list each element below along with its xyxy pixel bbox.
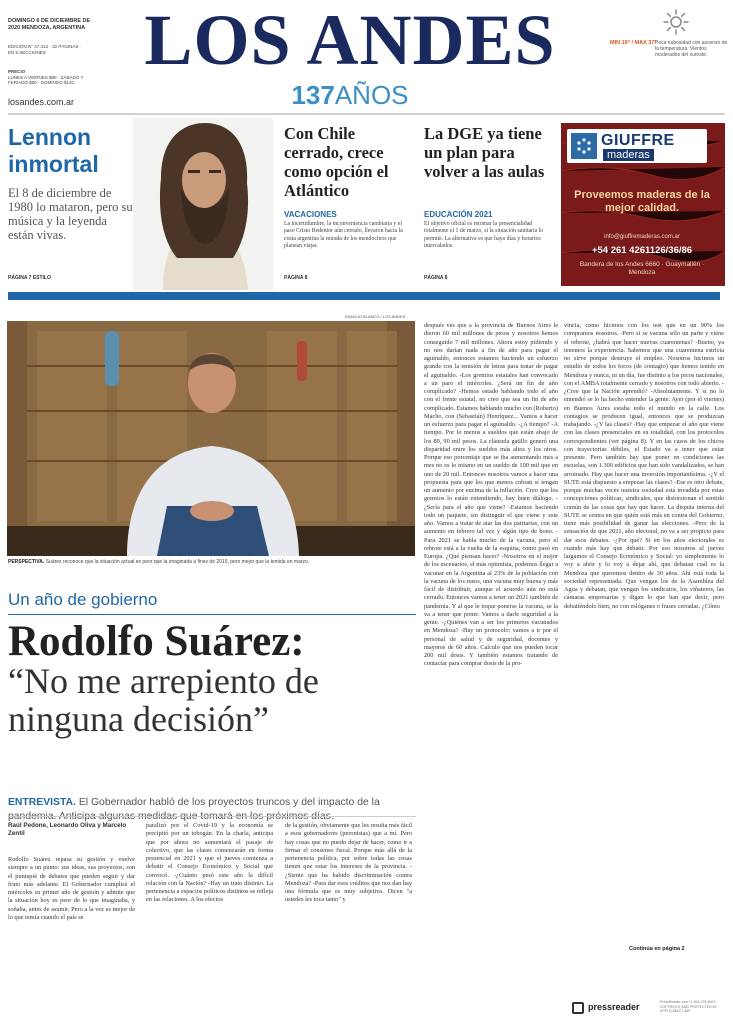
photo-credit: IGNACIO BLANCO / LOS ANDES (345, 314, 406, 319)
anniversary-number: 137 (291, 80, 335, 110)
prices (8, 69, 88, 86)
article-column-4: después ves que a la provincia de Buenos Aires le dieron 60 mil millones de pesos y nosotros hemos conseguido 7 mil millones. Ahora estoy pidiendo y no nos darían nada a fin de año para pagar el aguinaldo, entonces estamos haciendo un esfuerzo grande con la emisión de letras para tratar de pagar el aguinaldo. -Los gremios estatales han convocado a un paro el miércoles. ¿Será un fin de año complicado? -Hemos estado hablando todo el año con el frente estatal, no creo que sea un fin de año complicado. Estamos hablando mucho con (Roberto) Macho, con (Sebastián) Henríquez... Vamos a hacer un esfuerzo para pagar el aguinaldo. -¿A tiempo? -A tiempo. Por lo menos a sueldos que están abajo de los 80, 90 mil pesos. La cláusula gatillo generó una disparidad entre los sueldos más altos y los otros. Porque eso porcentaje que se iba aumentando mes a mes no es lo mismo en un sueldo de 100 mil que en uno de 20 mil. Entonces nosotros vamos a hacer una propuesta para que los que menos cobran sí tengan un aumento por encima de la inflación. Creo que los gremios lo están entendiendo, hay buen diálogo. -¿Sería para el año que viene? -Estamos haciendo todo un paquete, sin distinguir el que viene y este año. Vamos a tratar de atar las dos paritarias, con un aumento en febrero tal vez y algún tipo de bono. -Para 2021 se habla mucho de la vacuna, pero el rebrote está a la vuelta de la esquina, como pasó en Europa. ¿Qué piensan hacer? -Nosotros en el mejor de los escenarios, el más optimista, podemos llegar a vacunar en la Argentina al 23% de la población con la vacuna de los rusos, una vacuna muy buena y más fácil de distribuir, aunque el acuerdo aún no está cerrado. Entonces vamos a tener un 2021 también de pandemia. Y al que le toque ponerse la vacuna, se la va a tener que poner. Vamos a darle seguridad a la gente. -¿Quiénes van a ser los primeros vacunados en Mendoza? -Hay un protocolo: vamos a ir por el personal de salud y de seguridad, docentes y mayores de 60 años. Calculo que nos pueden tocar 200 mil dosis. Y también estamos tratando de contactar para comprar dosis de la pro- (424, 322, 558, 668)
lennon-headline[interactable]: Lennon inmortal (8, 124, 99, 177)
lennon-photo (133, 118, 273, 290)
pressreader-badge[interactable] (568, 999, 656, 1017)
pressreader-icon (572, 1002, 584, 1014)
pressreader-label: pressreader (588, 1002, 640, 1012)
lennon-page-ref: PÁGINA 7 ESTILO (8, 275, 51, 281)
chile-section: VACACIONES (284, 210, 337, 219)
deck-label: ENTREVISTA. (8, 797, 76, 808)
newspaper-logo[interactable]: LOS ANDES (144, 0, 556, 80)
deck-text: El Gobernador habló de los proyectos truncos y del impacto de la (78, 797, 380, 808)
dge-body: El objetivo oficial es retomar la presencialidad totalmente el 1 de marzo, si la situación sanitaria lo permite. La alternativa es que haya días y horarios intercalados. (424, 221, 544, 250)
suarez-photo (7, 321, 415, 556)
caption-label: PERSPECTIVA. (8, 559, 45, 565)
dge-headline[interactable]: La DGE ya tiene un plan para volver a las aulas (424, 124, 545, 181)
main-headline[interactable]: Rodolfo Suárez: (8, 618, 305, 665)
section-bar (8, 292, 720, 300)
ad-tagline: Proveemos maderas de la mejor calidad. (574, 189, 710, 214)
giuffre-ad[interactable] (561, 123, 725, 286)
chile-headline[interactable]: Con Chile cerrado, crece como opción el Atlántico (284, 124, 389, 200)
kicker-rule (8, 614, 416, 615)
legal-notice: PressReader.com +1 604 278 4604 · COPYRIGHT AND PROTECTED BY APPLICABLE LAW (660, 1000, 718, 1013)
prices-label: PRECIO (8, 69, 26, 74)
dge-page-ref: PÁGINA 8 (424, 275, 448, 281)
weather-text: Poca nubosidad con ascenso de la temperatura. Vientos moderados del sureste. (655, 40, 728, 58)
caption-text: Suárez reconoce que la situación actual es peor que la imaginada a fines de 2019, pero mejor que la temida en marzo. (45, 559, 310, 565)
ad-sub: maderas (603, 149, 654, 161)
ad-brand: GIUFFRE (601, 132, 675, 149)
edition-info: EDICIÓN N° 47.413 · 32 PÁGINAS · EN 5 SECCIONES (8, 44, 82, 55)
weather-box (610, 40, 730, 58)
ad-address: Bandera de los Andes 6660 · Guaymallén · Mendoza (579, 261, 705, 276)
masthead-divider (8, 113, 725, 115)
date-line: DOMINGO 6 DE DICIEMBRE DE 2020 MENDOZA, ARGENTINA (8, 18, 91, 31)
article-column-3: de la gestión, obviamente que les resulta más fácil a esos gobernadores (peronistas) que a mí. Pero hay cosas que no puedo dejar de hacer, como ir a firmar el consenso fiscal. Porque más allá de la pertenencia política, por sobre todas las cosas tienen que estar los intereses de la provincia. -¿Siente que ha habido discriminación contra Mendoza? -Para dar esos créditos que nos dan hay una fórmula que es muy subjetiva. Dicen "a ustedes les toca tanto" y (285, 822, 412, 904)
article-column-5: vincia, como hicimos con los test que en un 90% los compramos nosotros. -Pero si se vacuna sólo un parte y viene el rebrote, ¿habrá que hacer nuevas cuarentenas? -Bueno, ya tenemos la experiencia. Sabemos que una cuarentena estricta no sirve porque destruye el empleo. Nosotros hicimos un estudio de todos los focos (de contagio) que hemos tenido en Mendoza y nunca, ni un día, fue distinto a los picos nacionales, con el AMBA totalmente cerrado y nosotros con todo abierto. -¿Cree que la Nación aprendió? -Absolutamente. Y si no lo entendió se lo ha hecho entender la gente. Ayer (por el viernes) en Buenos Aires estaba todo el mundo en la calle. Los contagios se producen igual, entonces que se produzcan trabajando. -¿Y las clases? -Hay que empezar el año que viene con las clases presenciales en su totalidad, con los protocolos correspondientes (ver página 8). Y en las casos de los chicos con trayectorias débiles, el Estado va a tener que estar presente. Pero también hay que poner en condiciones las escuelas, son 1.300 edificios que han sido vandalizados, se han arruinado. Hay que hacer una inversión importantísima. -¿Y el SUTE está dispuesto a empezar las clases? -Ese es otro debate, porque muchas veces nuestra sociedad está invadida por estas concepciones políticas, sindicales, que distorsionan el sentido común de las cosas que hay que hacer. La disputa interna del SUTE se centra en que quién está más en contra del Gobierno, tiene más posibilidad de ganar las elecciones. -Pero de la sensación de que 2021, año electoral, no va a ser propicio para dar esos debates. -¿Por qué? Si en los años electorales es cuando más hay que debatir. Por eso nosotros el jueves largamos el Consejo Económico y Social: yo simplemente lo voy a abrir y lo voy a dejar ahí, que debatan cuál es la Mendoza que queremos dentro de 30 años. Ahí está toda la sociedad representada. Que vengan los de la Asamblea del Agua y debatan, que vengan los sindicatos, los viñateros, las cámaras empresarias y digan lo que han que decir, pero debatiéndolo bien, no con eslóganes o frases cerradas. ¿Cómo (564, 322, 724, 610)
continues-link[interactable]: Continúa en página 2 (629, 946, 685, 952)
ad-phone[interactable]: +54 261 4261126/36/86 (591, 245, 693, 256)
kicker: Un año de gobierno (8, 590, 158, 609)
anniversary-word: AÑOS (334, 80, 409, 110)
weather-temps: MIN 19° / MAX 37° (610, 40, 657, 46)
deck (8, 796, 416, 824)
anniversary-label (108, 80, 592, 110)
deck-rule (8, 816, 416, 817)
ad-star-icon (571, 133, 597, 159)
photo-caption (8, 559, 416, 565)
article-column-1: Rodolfo Suárez repasa su gestión y vuelve siempre a un punto: sus ideas, sus proyectos, son el puntapié de debates que pueden seguir y dar fruto más adelante. El Gobernador cumplirá el miércoles su primer año de gestión y admite que la situación hoy es peor de lo que imaginaba, y soñaba, antes de asumir. Pero a la vez es mejor de lo que temía cuando el país se (8, 856, 135, 921)
lennon-text: El 8 de diciembre de 1980 lo mataron, pero su música y la leyenda están vivas. (8, 186, 133, 242)
main-quote[interactable]: “No me arrepiento de ninguna decisión” (8, 661, 319, 739)
article-column-2: paralizó por el Covid-19 y la economía se precipitó por un tobogán. En la charla, anticipa que por ahora no aumentará el pasaje de colectivo, que las clases comenzarán en forma presencial en 2021 y que el jueves comienza a debatir el Consejo Económico y Social que convocó. -¿Cuánto pesó este año la difícil relación con la Nación? -Hay un trato distinto. La pertenencia a espacios políticos distintos se refleja en las relaciones. A los efectos (146, 822, 273, 904)
ad-logo (567, 129, 707, 163)
dge-section: EDUCACIÓN 2021 (424, 210, 493, 219)
prices-text: LUNES A VIERNES $80 · SÁBADO Y FERIADO $80 · DOMINGO $140 (8, 74, 84, 85)
byline: Raúl Pedone, Leonardo Oliva y Marcelo Zentil (8, 822, 127, 838)
chile-body: La incertidumbre, la inconveniencia cambiaria y el paso Cristo Redentor aún cerrado, llevaron hacia la costa argentina la mirada de los mendocinos que planean viajar. (284, 221, 403, 250)
chile-page-ref: PÁGINA 8 (284, 275, 308, 281)
website-link[interactable]: losandes.com.ar (8, 97, 75, 107)
ad-email[interactable]: info@giuffremaderas.com.ar (604, 234, 680, 240)
sun-icon (662, 8, 690, 36)
